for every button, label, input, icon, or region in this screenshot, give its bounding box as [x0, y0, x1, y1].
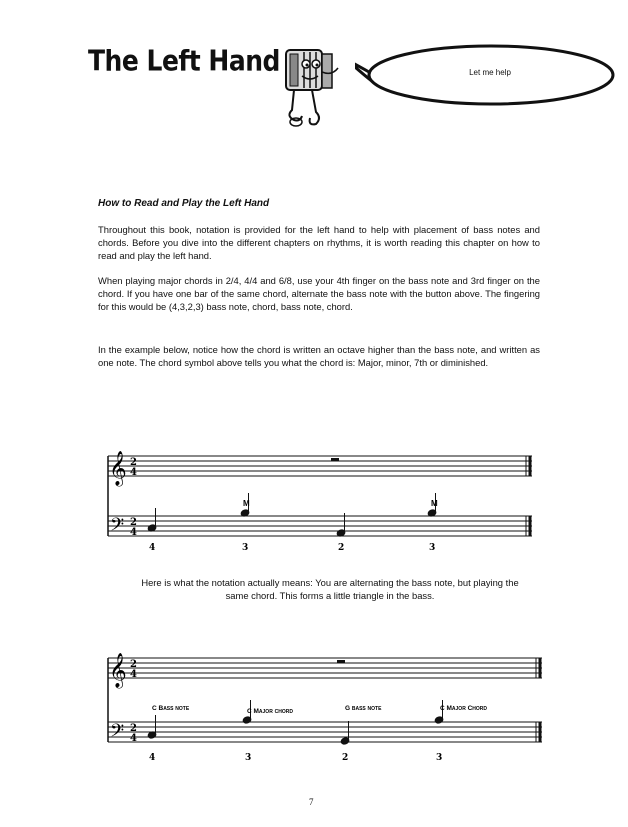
section-heading: How to Read and Play the Left Hand [98, 198, 270, 209]
fingering-number: 2 [342, 753, 349, 763]
explanation-text: Here is what the notation actually means: You are alternating the bass note, but playing the same chord. This forms a little triangle in the bass. [141, 577, 519, 601]
bass-clef-icon: 𝄢 [110, 515, 125, 540]
fingering-number: 4 [149, 753, 156, 763]
fingering-number: 3 [242, 543, 249, 553]
time-signature-top: 2 [130, 723, 137, 734]
note-annotation: G bass note [345, 705, 382, 712]
note-annotation: C Bass note [152, 705, 190, 712]
chord-symbol: M [431, 499, 438, 508]
fingering-number: 2 [338, 543, 345, 553]
bass-clef-icon: 𝄢 [110, 721, 125, 746]
whole-rest [337, 660, 345, 663]
fingering-number: 3 [436, 753, 443, 763]
time-signature-bottom: 4 [130, 527, 137, 538]
treble-clef-icon: 𝄞 [109, 451, 127, 486]
time-signature-bottom: 4 [130, 733, 137, 744]
chord-symbol: M [243, 499, 250, 508]
treble-clef-icon: 𝄞 [109, 653, 127, 688]
time-signature-top: 2 [130, 517, 137, 528]
fingering-number: 3 [429, 543, 436, 553]
paragraph: In the example below, notice how the chord is written an octave higher than the bass note, and written as one note. The chord symbol above tells you what the chord is: Major, minor, 7th or diminished. [98, 344, 540, 368]
fingering-number: 4 [149, 543, 156, 553]
page-number: 7 [309, 797, 314, 807]
time-signature-top: 2 [130, 457, 137, 468]
note-annotation: C Major Chord [440, 705, 488, 712]
time-signature-bottom: 4 [130, 669, 137, 680]
paragraph: When playing major chords in 2/4, 4/4 and 6/8, use your 4th finger on the bass note and 3rd finger on the chord. If you have one bar of the same chord, alternate the bass note with the button above. The fingering for this would be (4,3,2,3) bass note, chord, bass note, chord. [98, 275, 540, 312]
fingering-number: 3 [245, 753, 252, 763]
paragraph: Throughout this book, notation is provided for the left hand to help with placement of bass notes and chords. Before you dive into the different chapters on rhythms, it is worth reading this chapter on how to read and play the left hand. [98, 224, 540, 261]
note-annotation: C Major chord [247, 708, 293, 715]
page-title: The Left Hand [88, 44, 280, 78]
time-signature-top: 2 [130, 659, 137, 670]
speech-bubble-text: Let me help [469, 68, 511, 77]
time-signature-bottom: 4 [130, 467, 137, 478]
